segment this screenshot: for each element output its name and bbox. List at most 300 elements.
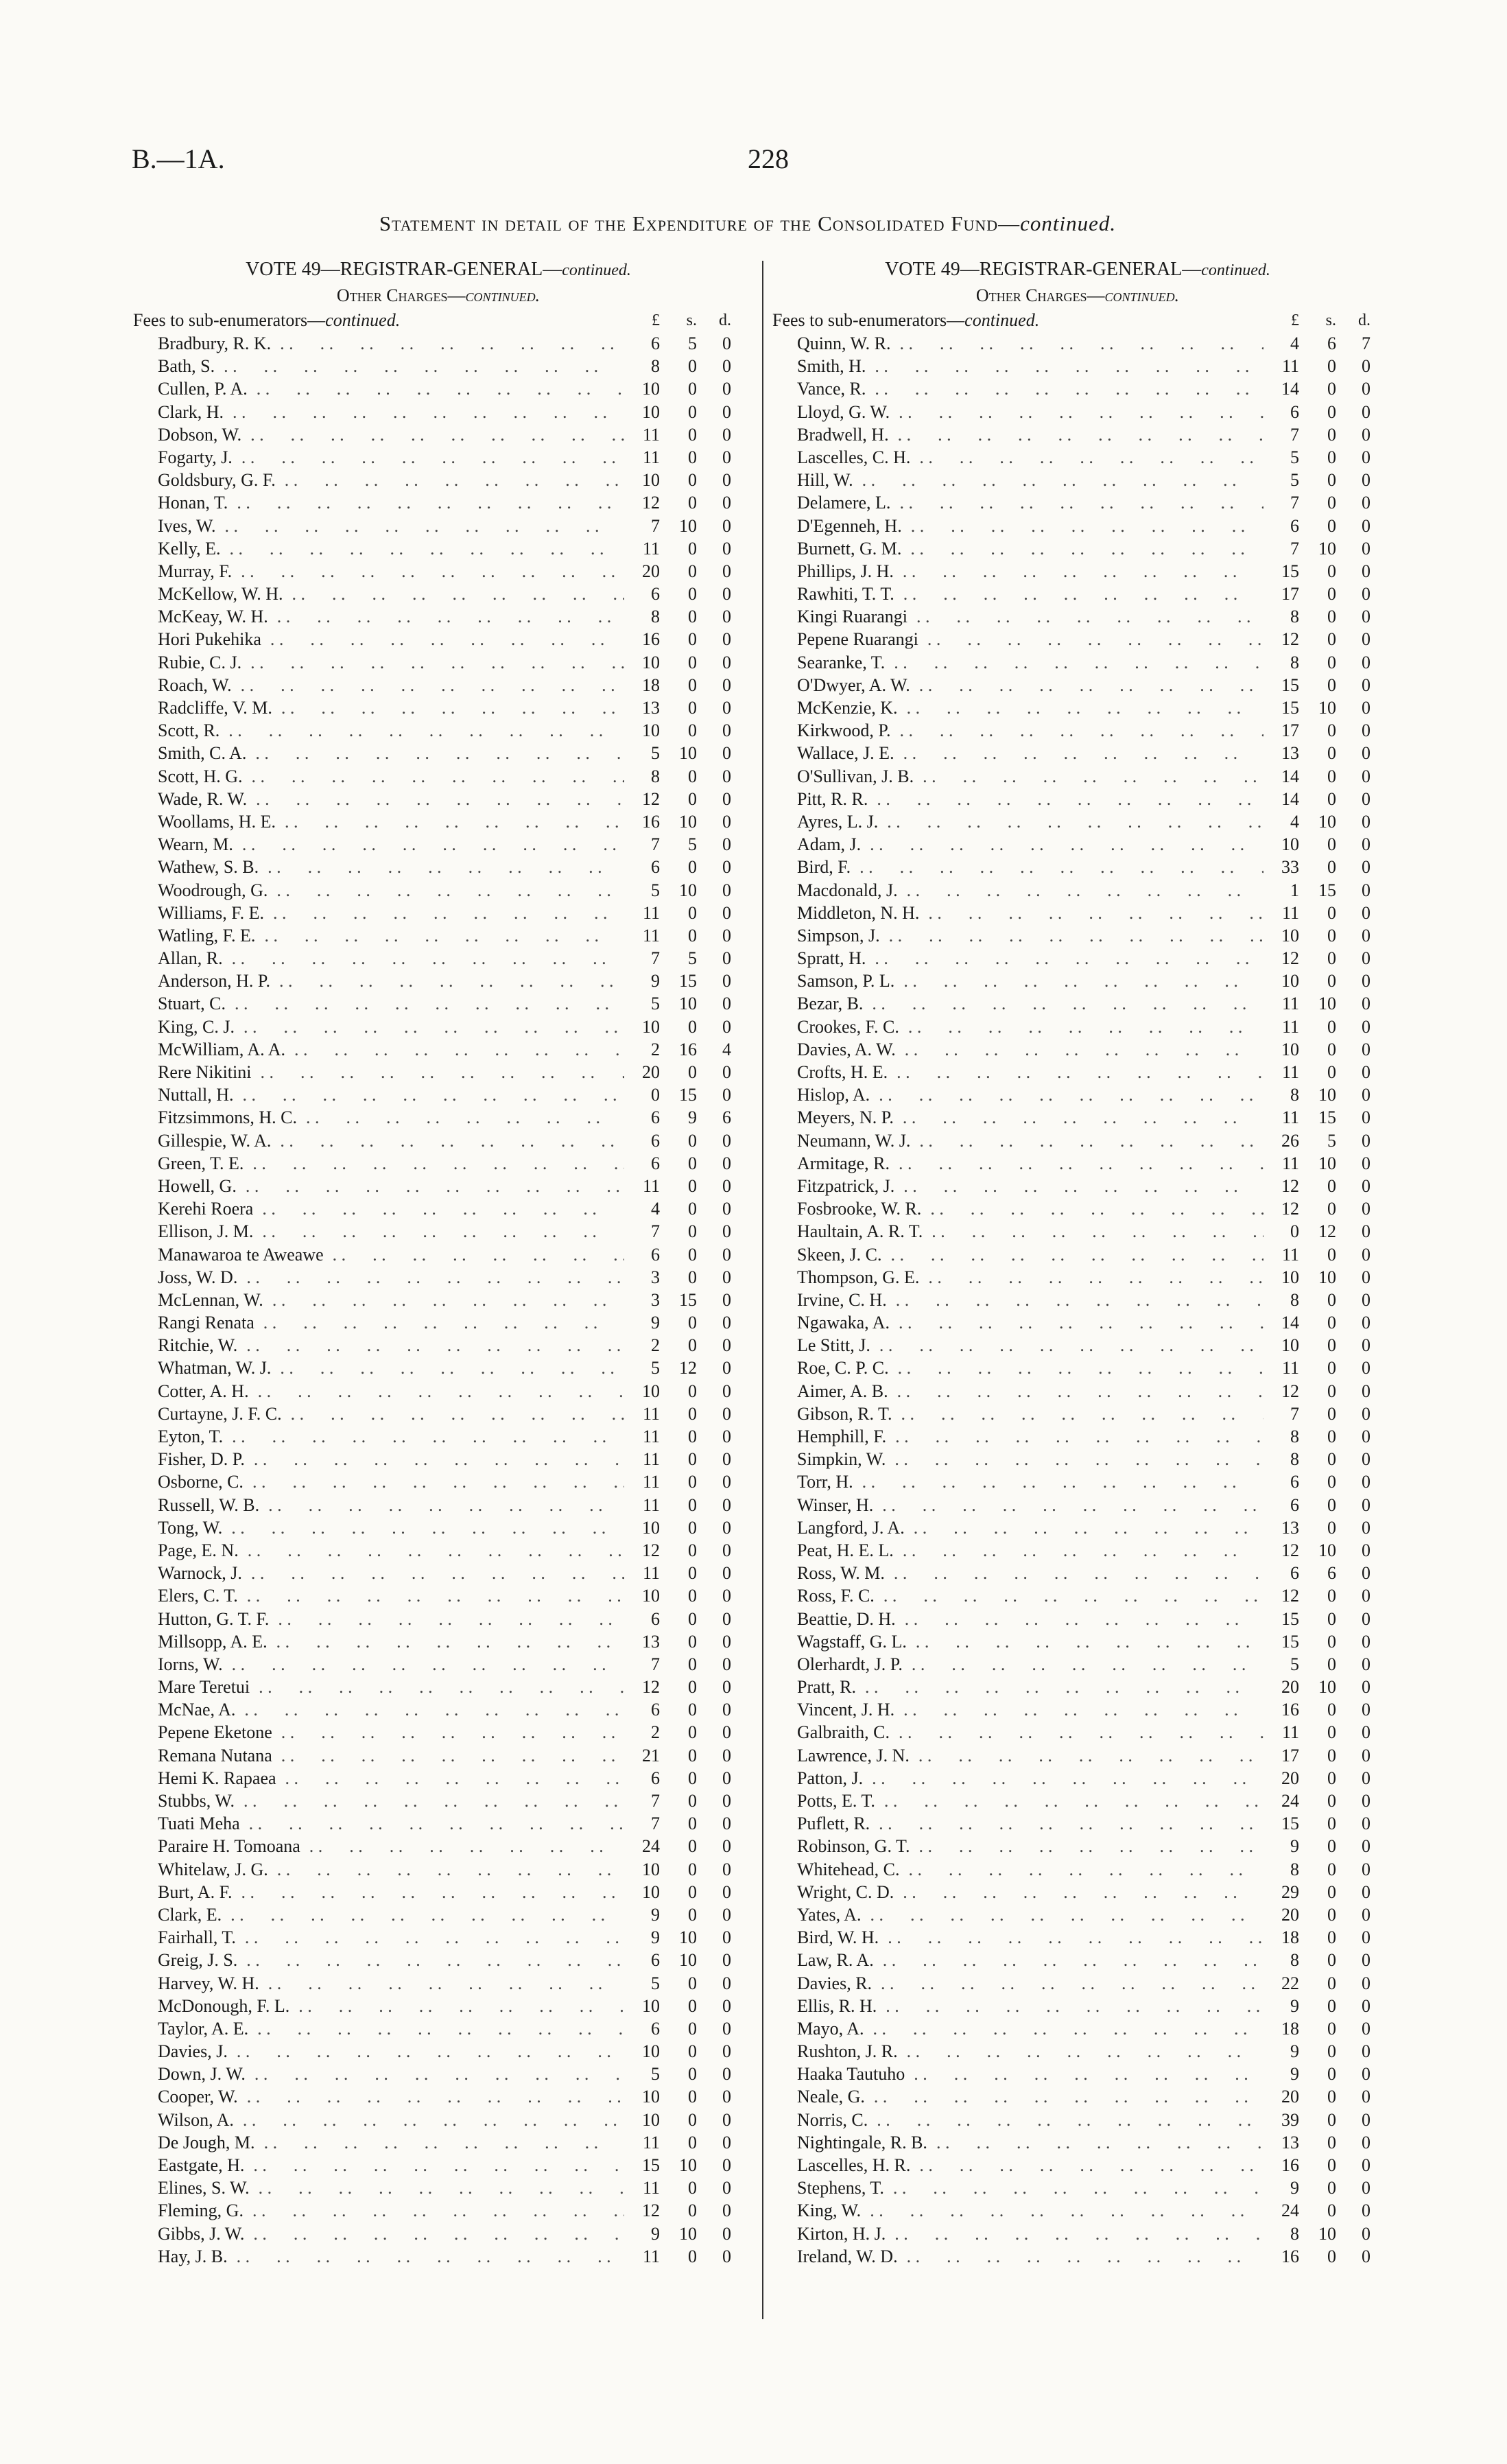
table-row [133, 1858, 744, 1881]
shillings-value: 10 [669, 1926, 697, 1949]
table-row [133, 2063, 744, 2085]
pounds-value: 20 [624, 560, 660, 583]
table-row [772, 742, 1383, 764]
table-row [133, 1812, 744, 1835]
payee-name: Aimer, A. B. . . [797, 1380, 1291, 1403]
shillings-value: 0 [669, 1995, 697, 2017]
pounds-value: 6 [624, 1152, 660, 1175]
table-row [133, 924, 744, 947]
shillings-value: 0 [669, 674, 697, 696]
pence-value: 4 [704, 1038, 731, 1061]
payee-name: Smith, C. A. . . [158, 742, 652, 764]
shillings-value: 0 [669, 1061, 697, 1083]
shillings-value: 0 [1309, 1311, 1336, 1334]
payee-name: Allan, R. . . [158, 947, 652, 970]
payee-name: Haultain, A. R. T. . . [797, 1220, 1291, 1243]
payee-name: Rushton, J. R. . . [797, 2040, 1291, 2063]
pence-value: 0 [1343, 1425, 1370, 1448]
pence-value: 0 [704, 1539, 731, 1562]
pounds-value: 3 [624, 1266, 660, 1289]
statement-title [130, 211, 1365, 236]
table-row [133, 2109, 744, 2131]
payee-name: Macdonald, J. . . [797, 879, 1291, 902]
pounds-value: 10 [624, 1858, 660, 1881]
shillings-value: 0 [1309, 2040, 1336, 2063]
table-row [133, 2017, 744, 2040]
table-row [772, 1858, 1383, 1881]
pence-value: 0 [1343, 423, 1370, 446]
pence-value: 0 [1343, 1608, 1370, 1630]
pounds-value: 33 [1263, 856, 1299, 878]
pence-value: 0 [704, 810, 731, 833]
shillings-value: 12 [669, 1357, 697, 1379]
table-row [772, 1470, 1383, 1493]
shillings-value: 10 [669, 2222, 697, 2245]
pence-value: 0 [1343, 377, 1370, 400]
pence-value: 0 [1343, 2245, 1370, 2268]
pounds-value: 6 [624, 1608, 660, 1630]
table-row [772, 1129, 1383, 1152]
table-row [133, 1243, 744, 1266]
payee-name: Peat, H. E. L. . . [797, 1539, 1291, 1562]
pence-value: 0 [704, 1403, 731, 1425]
table-row [133, 879, 744, 902]
table-row [772, 1357, 1383, 1379]
pounds-value: 10 [624, 1881, 660, 1903]
shillings-value: 15 [1309, 1106, 1336, 1129]
table-row [133, 1334, 744, 1357]
shillings-value: 0 [1309, 2085, 1336, 2108]
payee-name: Russell, W. B. . . [158, 1494, 652, 1516]
payee-name: Middleton, N. H. . . [797, 902, 1291, 924]
pounds-value: 13 [1263, 2131, 1299, 2154]
pounds-value: 11 [624, 1470, 660, 1493]
payee-name: Whitelaw, J. G. . . [158, 1858, 652, 1881]
payee-name: Vincent, J. H. . . [797, 1698, 1291, 1721]
payee-name: Radcliffe, V. M. . . [158, 696, 652, 719]
pounds-value: 17 [1263, 1744, 1299, 1767]
payee-name: Wright, C. D. . . [797, 1881, 1291, 1903]
pounds-value: 8 [624, 355, 660, 377]
shillings-value: 0 [1309, 491, 1336, 514]
table-row [133, 1562, 744, 1584]
pounds-value: 5 [624, 742, 660, 764]
shillings-value: 10 [669, 2154, 697, 2176]
table-row [133, 1448, 744, 1470]
payee-name: Fitzpatrick, J. . . [797, 1175, 1291, 1197]
table-row [772, 902, 1383, 924]
table-row [133, 1016, 744, 1038]
pounds-value: 7 [1263, 1403, 1299, 1425]
shillings-value: 0 [1309, 1903, 1336, 1926]
pence-value: 0 [1343, 2131, 1370, 2154]
pence-value: 0 [704, 1243, 731, 1266]
table-row [772, 1630, 1383, 1653]
shillings-value: 0 [669, 1243, 697, 1266]
shillings-value: 0 [1309, 1698, 1336, 1721]
pounds-value: 0 [624, 1083, 660, 1106]
shillings-value: 0 [1309, 1243, 1336, 1266]
pence-value: 0 [1343, 1881, 1370, 1903]
table-row [133, 696, 744, 719]
pounds-value: 14 [1263, 1311, 1299, 1334]
table-row [133, 2131, 744, 2154]
shillings-header: s. [1325, 312, 1336, 329]
shillings-value: 0 [669, 377, 697, 400]
pence-value: 0 [704, 2131, 731, 2154]
pounds-value: 13 [1263, 742, 1299, 764]
pounds-value: 10 [1263, 970, 1299, 992]
table-row [772, 1926, 1383, 1949]
shillings-value: 0 [1309, 1175, 1336, 1197]
pounds-value: 11 [624, 2131, 660, 2154]
shillings-value: 10 [1309, 2222, 1336, 2245]
pence-value: 0 [1343, 1311, 1370, 1334]
table-row [772, 1608, 1383, 1630]
pounds-value: 20 [1263, 2085, 1299, 2108]
pounds-value: 11 [1263, 355, 1299, 377]
shillings-value: 15 [669, 970, 697, 992]
page-number: 228 [748, 143, 789, 174]
pounds-value: 7 [624, 833, 660, 856]
vote-heading-text: VOTE 49—REGISTRAR-GENERAL— [885, 259, 1202, 280]
other-charges-heading-right [772, 283, 1383, 309]
payee-name: Kirkwood, P. . . [797, 719, 1291, 742]
pence-value: 0 [1343, 1197, 1370, 1220]
pounds-value: 7 [624, 1790, 660, 1812]
payee-name: Bradwell, H. . . [797, 423, 1291, 446]
pence-value: 0 [1343, 879, 1370, 902]
shillings-value: 0 [1309, 1380, 1336, 1403]
shillings-value: 0 [669, 2109, 697, 2131]
payee-name: Searanke, T. . . [797, 651, 1291, 674]
pence-value: 0 [1343, 2222, 1370, 2245]
pounds-value: 10 [624, 2085, 660, 2108]
table-row [772, 2131, 1383, 2154]
payee-name: Greig, J. S. . . [158, 1949, 652, 1971]
pounds-value: 21 [624, 1744, 660, 1767]
pounds-value: 20 [1263, 1903, 1299, 1926]
shillings-value: 0 [1309, 1197, 1336, 1220]
pence-value: 0 [1343, 1152, 1370, 1175]
shillings-value: 0 [1309, 719, 1336, 742]
shillings-value: 0 [669, 924, 697, 947]
shillings-value: 0 [669, 1653, 697, 1676]
shillings-value: 0 [1309, 515, 1336, 537]
payee-name: Torr, H. . . [797, 1470, 1291, 1493]
pence-value: 0 [1343, 2176, 1370, 2199]
payee-name: Armitage, R. . . [797, 1152, 1291, 1175]
pounds-value: 6 [624, 1767, 660, 1790]
payee-name: Whatman, W. J. . . [158, 1357, 652, 1379]
vote-heading-continued: continued. [1201, 261, 1270, 279]
pounds-value: 20 [1263, 1767, 1299, 1790]
payee-name: Hay, J. B. . . [158, 2245, 652, 2268]
shillings-value: 0 [669, 1152, 697, 1175]
payee-name: Hemi K. Rapaea . . [158, 1767, 652, 1790]
pounds-value: 11 [1263, 1061, 1299, 1083]
table-row [133, 1311, 744, 1334]
pence-value: 0 [704, 1357, 731, 1379]
shillings-value: 0 [669, 1744, 697, 1767]
pounds-value: 8 [1263, 1083, 1299, 1106]
payee-name: Manawaroa te Aweawe . . [158, 1243, 652, 1266]
shillings-value: 0 [669, 1721, 697, 1744]
shillings-value: 0 [669, 1494, 697, 1516]
payee-name: Fairhall, T. . . [158, 1926, 652, 1949]
table-row [133, 1698, 744, 1721]
shillings-value: 0 [669, 423, 697, 446]
pence-value: 0 [1343, 1470, 1370, 1493]
shillings-value: 6 [1309, 332, 1336, 355]
table-row [772, 628, 1383, 650]
shillings-value: 0 [1309, 1448, 1336, 1470]
other-charges-text: Other Charges— [975, 285, 1105, 305]
pounds-value: 9 [624, 1926, 660, 1949]
pence-value: 0 [1343, 2040, 1370, 2063]
pence-value: 0 [704, 2109, 731, 2131]
pence-value: 0 [1343, 2109, 1370, 2131]
shillings-value: 10 [669, 879, 697, 902]
shillings-value: 0 [669, 1516, 697, 1539]
pounds-value: 8 [1263, 605, 1299, 628]
payee-name: Phillips, J. H. . . [797, 560, 1291, 583]
shillings-value: 0 [669, 1175, 697, 1197]
table-row [772, 491, 1383, 514]
shillings-value: 0 [669, 1858, 697, 1881]
pence-value: 0 [1343, 515, 1370, 537]
table-row [772, 2199, 1383, 2222]
pounds-value: 6 [624, 1949, 660, 1971]
shillings-value: 0 [1309, 423, 1336, 446]
pounds-value: 11 [624, 902, 660, 924]
shillings-value: 0 [1309, 856, 1336, 878]
shillings-value: 0 [1309, 560, 1336, 583]
payee-name: Spratt, H. . . [797, 947, 1291, 970]
payee-name: Nuttall, H. . . [158, 1083, 652, 1106]
payee-name: Hori Pukehika . . [158, 628, 652, 650]
shillings-value: 0 [669, 788, 697, 810]
payee-name: Fitzsimmons, H. C. . . [158, 1106, 652, 1129]
table-row [772, 583, 1383, 605]
payee-name: Burnett, G. M. . . [797, 537, 1291, 560]
shillings-value: 10 [1309, 810, 1336, 833]
pence-value: 0 [704, 469, 731, 491]
table-row [772, 332, 1383, 355]
table-row [133, 1357, 744, 1379]
payee-name: Page, E. N. . . [158, 1539, 652, 1562]
shillings-value: 0 [669, 1539, 697, 1562]
payee-name: Delamere, L. . . [797, 491, 1291, 514]
payee-name: Scott, H. G. . . [158, 765, 652, 788]
vote-heading-continued: continued. [562, 261, 631, 279]
pence-value: 0 [1343, 583, 1370, 605]
shillings-value: 0 [669, 1812, 697, 1835]
shillings-value: 0 [669, 537, 697, 560]
table-row [133, 947, 744, 970]
pounds-value: 5 [624, 2063, 660, 2085]
payee-name: Lascelles, H. R. . . [797, 2154, 1291, 2176]
pence-value: 7 [1343, 332, 1370, 355]
table-row [772, 2222, 1383, 2245]
pence-value: 0 [704, 446, 731, 469]
pounds-value: 10 [1263, 1266, 1299, 1289]
payee-name: Crofts, H. E. . . [797, 1061, 1291, 1083]
shillings-value: 0 [669, 651, 697, 674]
table-row [772, 879, 1383, 902]
payee-name: Cotter, A. H. . . [158, 1380, 652, 1403]
shillings-value: 0 [669, 1630, 697, 1653]
shillings-value: 0 [1309, 469, 1336, 491]
payee-name: Watling, F. E. . . [158, 924, 652, 947]
payee-name: Potts, E. T. . . [797, 1790, 1291, 1812]
pounds-value: 2 [624, 1038, 660, 1061]
left-entries [133, 332, 744, 2268]
shillings-value: 0 [669, 1835, 697, 1857]
payee-name: Hemphill, F. . . [797, 1425, 1291, 1448]
shillings-value: 0 [1309, 628, 1336, 650]
payee-name: Samson, P. L. . . [797, 970, 1291, 992]
table-row [772, 1403, 1383, 1425]
table-row [772, 1516, 1383, 1539]
pence-value: 0 [704, 1676, 731, 1698]
shillings-value: 0 [669, 1266, 697, 1289]
payee-name: Tong, W. . . [158, 1516, 652, 1539]
pounds-value: 14 [1263, 765, 1299, 788]
pounds-value: 10 [624, 401, 660, 423]
table-row [133, 1061, 744, 1083]
pence-value: 0 [1343, 469, 1370, 491]
table-row [133, 1835, 744, 1857]
shillings-value: 0 [1309, 1744, 1336, 1767]
table-row [772, 446, 1383, 469]
pounds-value: 11 [624, 2176, 660, 2199]
pounds-value: 10 [624, 1995, 660, 2017]
shillings-value: 15 [669, 1289, 697, 1311]
table-row [133, 2245, 744, 2268]
other-charges-continued: continued. [465, 285, 541, 305]
pence-value: 0 [704, 856, 731, 878]
pence-value: 0 [704, 1630, 731, 1653]
table-row [772, 856, 1383, 878]
shillings-value: 0 [669, 1881, 697, 1903]
shillings-value: 10 [1309, 992, 1336, 1015]
payee-name: Woollams, H. E. . . [158, 810, 652, 833]
pence-value: 0 [704, 1608, 731, 1630]
pence-value: 0 [1343, 1380, 1370, 1403]
pence-value: 0 [704, 1266, 731, 1289]
vote-heading-text: VOTE 49—REGISTRAR-GENERAL— [246, 259, 562, 280]
payee-name: Olerhardt, J. P. . . [797, 1653, 1291, 1676]
payee-name: Woodrough, G. . . [158, 879, 652, 902]
table-row [133, 1289, 744, 1311]
pence-value: 0 [1343, 1926, 1370, 1949]
shillings-value: 0 [1309, 1858, 1336, 1881]
pence-value: 0 [1343, 992, 1370, 1015]
pounds-value: 11 [624, 537, 660, 560]
payee-name: Pepene Ruarangi . . [797, 628, 1291, 650]
table-row [133, 628, 744, 650]
table-row [772, 1243, 1383, 1266]
pounds-value: 7 [1263, 491, 1299, 514]
shillings-value: 0 [1309, 377, 1336, 400]
payee-name: Ritchie, W. . . [158, 1334, 652, 1357]
table-row [772, 992, 1383, 1015]
table-row [133, 1972, 744, 1995]
table-row [133, 1516, 744, 1539]
pence-value: 0 [1343, 401, 1370, 423]
payee-name: Fogarty, J. . . [158, 446, 652, 469]
table-row [133, 810, 744, 833]
pence-value: 0 [704, 583, 731, 605]
payee-name: O'Dwyer, A. W. . . [797, 674, 1291, 696]
payee-name: D'Egenneh, H. . . [797, 515, 1291, 537]
pounds-value: 8 [1263, 2222, 1299, 2245]
pounds-value: 2 [624, 1334, 660, 1357]
shillings-value: 0 [669, 856, 697, 878]
pence-value: 0 [1343, 1516, 1370, 1539]
shillings-value: 0 [669, 355, 697, 377]
table-row [772, 401, 1383, 423]
pounds-value: 17 [1263, 719, 1299, 742]
table-row [772, 1676, 1383, 1698]
shillings-value: 0 [669, 560, 697, 583]
table-row [772, 1972, 1383, 1995]
payee-name: Ross, F. C. . . [797, 1584, 1291, 1607]
pence-value: 0 [1343, 1676, 1370, 1698]
pence-value: 0 [704, 332, 731, 355]
payee-name: Neumann, W. J. . . [797, 1129, 1291, 1152]
pounds-value: 10 [1263, 1334, 1299, 1357]
shillings-value: 0 [1309, 1425, 1336, 1448]
shillings-value: 0 [1309, 902, 1336, 924]
column-divider [762, 261, 763, 2319]
pounds-value: 10 [624, 1380, 660, 1403]
pounds-value: 11 [624, 1448, 660, 1470]
pounds-value: 4 [624, 1197, 660, 1220]
payee-name: Roe, C. P. C. . . [797, 1357, 1291, 1379]
pence-value: 0 [704, 1289, 731, 1311]
pounds-value: 10 [624, 2109, 660, 2131]
pounds-value: 12 [624, 2199, 660, 2222]
pounds-value: 13 [1263, 1516, 1299, 1539]
payee-name: Rere Nikitini . . [158, 1061, 652, 1083]
table-row [133, 742, 744, 764]
shillings-value: 0 [669, 2176, 697, 2199]
table-row [772, 1016, 1383, 1038]
pence-value: 0 [704, 1380, 731, 1403]
pounds-value: 5 [624, 1357, 660, 1379]
shillings-header: s. [686, 312, 697, 329]
pounds-value: 6 [1263, 1470, 1299, 1493]
pence-value: 0 [1343, 674, 1370, 696]
pounds-value: 11 [624, 446, 660, 469]
pence-value: 0 [704, 605, 731, 628]
shillings-value: 0 [1309, 446, 1336, 469]
pounds-header: £ [1291, 312, 1299, 329]
shillings-value: 0 [669, 628, 697, 650]
pounds-value: 12 [1263, 1175, 1299, 1197]
payee-name: Beattie, D. H. . . [797, 1608, 1291, 1630]
pence-value: 0 [1343, 1835, 1370, 1857]
fees-subheading-right [772, 309, 1383, 332]
payee-name: Kirton, H. J. . . [797, 2222, 1291, 2245]
shillings-value: 0 [669, 1767, 697, 1790]
pounds-value: 26 [1263, 1129, 1299, 1152]
pounds-value: 7 [1263, 423, 1299, 446]
pence-value: 0 [1343, 2154, 1370, 2176]
pounds-value: 11 [1263, 1152, 1299, 1175]
